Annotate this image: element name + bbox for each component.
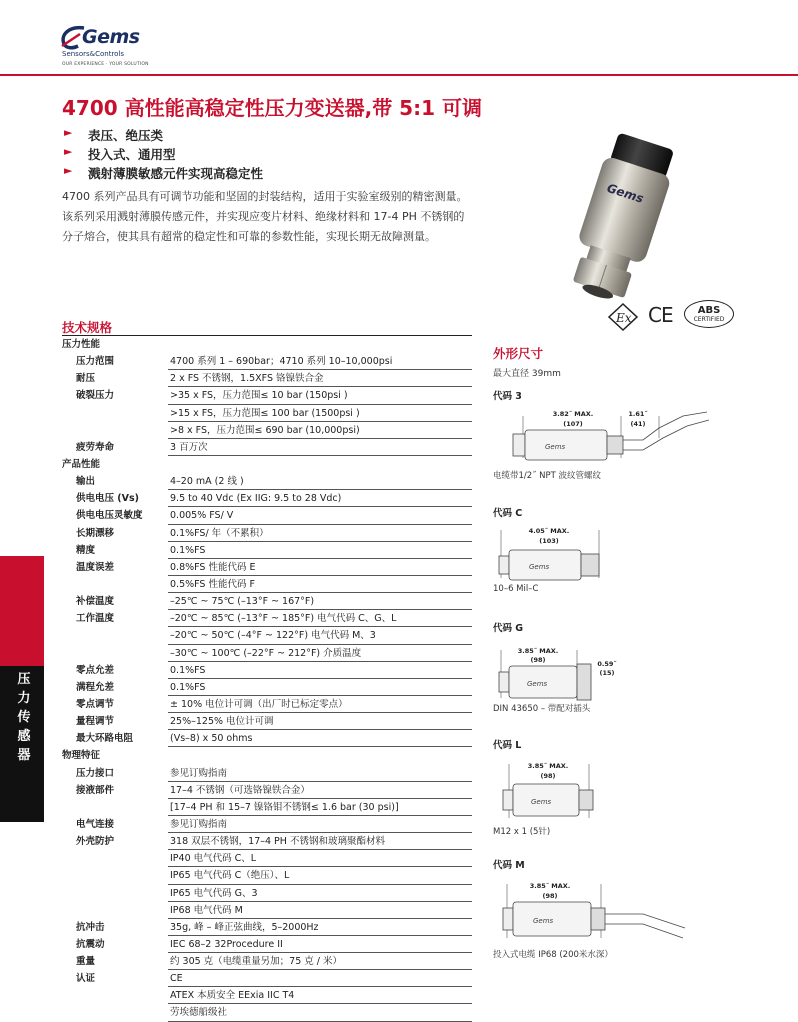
ce-mark: CE (648, 303, 673, 327)
spec-value: 0.5%FS 性能代码 F (168, 576, 472, 593)
spec-row (62, 645, 472, 662)
code-m-drawing (493, 878, 693, 944)
feature-item (62, 145, 263, 164)
code-m-caption: 投入式电缆 IP68 (200米水深） (493, 950, 613, 960)
intro-paragraph: 4700 系列产品具有可调节功能和坚固的封装结构，适用于实验室级别的精密测量。该系列采用溅射薄膜传感元件，并实现应变片材料、绝缘材料和 17-4 PH 不锈钢的分子熔合，使其具有超常的稳定性和可靠的参数性能，实现长期无故障测量。 (62, 190, 468, 243)
arrow-right-icon: ► (64, 164, 73, 177)
spec-row (62, 542, 472, 559)
dimensions-title: 外形尺寸 (493, 346, 544, 361)
spec-value: >15 x FS，压力范围≤ 100 bar (1500psi ) (168, 405, 472, 422)
spec-label: 工作温度 (76, 613, 115, 625)
spec-row (62, 1004, 472, 1021)
spec-row (62, 850, 472, 867)
spec-label: 重量 (76, 956, 96, 968)
dim-length: 4.05˝ MAX. (528, 527, 570, 535)
code-c-drawing (493, 526, 613, 582)
spec-row (62, 559, 472, 576)
spec-title: 技术规格 (62, 320, 113, 335)
spec-label: 最大环路电阻 (76, 733, 134, 745)
spec-label: 认证 (76, 973, 96, 985)
spec-row (62, 936, 472, 953)
feature-text: 投入式、通用型 (88, 147, 176, 162)
spec-label: 供电电压灵敏度 (76, 510, 143, 522)
logo-tagline: OUR EXPERIENCE · YOUR SOLUTION (62, 62, 149, 67)
spec-value: –20℃ ~ 85℃ (–13°F ~ 185°F) 电气代码 C、G、L (168, 610, 472, 627)
spec-value: IP65 电气代码 C（绝压）、L (168, 867, 472, 884)
spec-label: 压力接口 (76, 767, 115, 779)
dim-length: 3.85˝ MAX. (527, 762, 569, 770)
spec-value: 参见订购指南 (168, 816, 472, 833)
code-g-label: 代码 G (493, 623, 524, 634)
spec-label: 精度 (76, 544, 96, 556)
feature-text: 溅射薄膜敏感元件实现高稳定性 (88, 166, 264, 181)
spec-label: 压力范围 (76, 356, 115, 368)
dim-fitting: 1.61˝ (628, 410, 648, 418)
spec-value: 0.1%FS (168, 679, 472, 696)
spec-value: –20℃ ~ 50℃ (–4°F ~ 122°F) 电气代码 M、3 (168, 627, 472, 644)
spec-label: 零点调节 (76, 698, 115, 710)
spec-row (62, 405, 472, 422)
spec-label: 抗冲击 (76, 921, 105, 933)
spec-row (62, 370, 472, 387)
spec-value: ATEX 本质安全 EExia IIC T4 (168, 987, 472, 1004)
spec-row (62, 679, 472, 696)
code-g-caption: DIN 43650 – 带配对插头 (493, 704, 591, 714)
spec-row (62, 353, 472, 370)
spec-value: –30℃ ~ 100℃ (–22°F ~ 212°F) 介质温度 (168, 645, 472, 662)
spec-value: IP65 电气代码 G、3 (168, 885, 472, 902)
spec-row (62, 662, 472, 679)
code-c-caption: 10–6 Mil–C (493, 584, 539, 594)
code-3-label: 代码 3 (493, 391, 522, 402)
feature-text: 表压、绝压类 (88, 128, 164, 143)
spec-row (62, 816, 472, 833)
spec-row (62, 782, 472, 799)
arrow-right-icon: ► (64, 145, 73, 158)
dim-length-mm: (98) (530, 656, 546, 664)
feature-item (62, 164, 263, 183)
abs-certified-mark: ABS CERTIFIED (684, 300, 734, 328)
spec-row (62, 713, 472, 730)
spec-value: ± 10% 电位计可调（出厂时已标定零点） (168, 696, 472, 713)
dim-length: 3.85˝ MAX. (529, 882, 571, 890)
spec-value: 17–4 不锈钢（可选铬镍铁合金） (168, 782, 472, 799)
code-c-label: 代码 C (493, 508, 523, 519)
svg-text:Gems: Gems (529, 563, 550, 571)
spec-value: IEC 68–2 32Procedure II (168, 936, 472, 953)
spec-row (62, 387, 472, 404)
spec-row (62, 867, 472, 884)
spec-row (62, 696, 472, 713)
spec-value: 4700 系列 1 – 690bar；4710 系列 10–10,000psi (168, 353, 472, 370)
spec-value: 3 百万次 (168, 439, 472, 456)
spec-label: 耐压 (76, 373, 96, 385)
spec-value: 0.005% FS/ V (168, 507, 472, 524)
dim-fitting-mm: (41) (630, 420, 646, 428)
spec-value: [17–4 PH 和 15–7 镍铬钼不锈钢≤ 1.6 bar (30 psi)] (168, 799, 472, 816)
spec-value: 约 305 克（电缆重量另加；75 克 / 米） (168, 953, 472, 970)
spec-value: IP68 电气代码 M (168, 902, 472, 919)
spec-value: 2 x FS 不锈钢，1.5XFS 铬镍铁合金 (168, 370, 472, 387)
spec-label: 温度误差 (76, 561, 115, 573)
dim-length: 3.85˝ MAX. (517, 647, 559, 655)
code-l-label: 代码 L (493, 740, 522, 751)
spec-label: 长期漂移 (76, 527, 115, 539)
spec-value: CE (168, 970, 472, 987)
spec-value: >35 x FS，压力范围≤ 10 bar (150psi ) (168, 387, 472, 404)
spec-label: 补偿温度 (76, 596, 115, 608)
spec-section-header (62, 747, 472, 764)
spec-value: 参见订购指南 (168, 765, 472, 782)
spec-row (62, 593, 472, 610)
spec-row (62, 490, 472, 507)
spec-label: 零点允差 (76, 664, 115, 676)
spec-label: 量程调节 (76, 716, 115, 728)
code-g-drawing (493, 646, 613, 702)
spec-section-header (62, 456, 472, 473)
spec-value: 0.1%FS (168, 542, 472, 559)
gems-logo (62, 22, 182, 74)
spec-row (62, 610, 472, 627)
spec-row (62, 902, 472, 919)
dim-connector: 0.59˝ (597, 660, 617, 668)
spec-value: IP40 电气代码 C、L (168, 850, 472, 867)
spec-row (62, 885, 472, 902)
spec-value: 25%–125% 电位计可调 (168, 713, 472, 730)
dim-length-mm: (98) (542, 892, 558, 900)
spec-label: 输出 (76, 476, 96, 488)
spec-label: 疲劳寿命 (76, 441, 115, 453)
arrow-right-icon: ► (64, 126, 73, 139)
dimensions-subtitle: 最大直径 39mm (493, 369, 561, 379)
code-m-label: 代码 M (493, 860, 525, 871)
svg-text:Gems: Gems (545, 443, 566, 451)
spec-value: (Vs–8) x 50 ohms (168, 730, 472, 747)
dim-length-mm: (98) (540, 772, 556, 780)
certifications (608, 300, 728, 330)
svg-text:Gems: Gems (531, 798, 552, 806)
spec-label: 破裂压力 (76, 390, 115, 402)
spec-row (62, 765, 472, 782)
spec-row (62, 919, 472, 936)
spec-row (62, 473, 472, 490)
spec-section-label: 压力性能 (62, 339, 101, 350)
spec-label: 抗震动 (76, 938, 105, 950)
code-3-caption: 电缆带1/2˝ NPT 波纹管螺纹 (493, 471, 602, 481)
dim-length-mm: (107) (563, 420, 583, 428)
dim-length: 3.82˝ MAX. (552, 410, 594, 418)
spec-value: 0.1%FS (168, 662, 472, 679)
dim-length-mm: (103) (539, 537, 559, 545)
spec-row (62, 422, 472, 439)
spec-value: 劳埃德船级社 (168, 1004, 472, 1021)
code-3-drawing (493, 408, 718, 468)
spec-row (62, 507, 472, 524)
svg-text:Ex: Ex (616, 311, 632, 325)
spec-value: –25℃ ~ 75℃ (–13°F ~ 167°F) (168, 593, 472, 610)
logo-subtitle: Sensors&Controls (62, 50, 125, 58)
product-logo: Gems (605, 180, 646, 206)
spec-row (62, 833, 472, 850)
code-l-drawing (493, 760, 613, 822)
spec-row (62, 987, 472, 1004)
page-title: 4700 高性能高稳定性压力变送器,带 5:1 可调 (62, 96, 482, 120)
spec-value: 35g, 峰 – 峰正弦曲线，5–2000Hz (168, 919, 472, 936)
spec-value: 318 双层不锈钢，17–4 PH 不锈钢和玻璃聚酯材料 (168, 833, 472, 850)
header-rule (0, 74, 798, 76)
spec-section-label: 产品性能 (62, 458, 101, 470)
logo-brand: Gems (82, 26, 140, 48)
atex-ex-icon (608, 303, 638, 331)
svg-text:Gems: Gems (527, 680, 548, 688)
svg-text:Gems: Gems (533, 917, 554, 925)
spec-label: 电气连接 (76, 818, 115, 830)
spec-table (62, 336, 472, 1022)
spec-label: 外壳防护 (76, 836, 115, 848)
feature-item (62, 126, 263, 145)
code-l-caption: M12 x 1 (5针) (493, 827, 551, 837)
spec-row (62, 525, 472, 542)
side-section-label: 压力传感器 (17, 672, 31, 763)
feature-list (62, 126, 263, 183)
spec-row (62, 970, 472, 987)
dim-connector-mm: (15) (599, 669, 615, 677)
spec-value: >8 x FS，压力范围≤ 690 bar (10,000psi) (168, 422, 472, 439)
spec-label: 接液部件 (76, 784, 115, 796)
side-tab-accent (0, 556, 44, 666)
spec-value: 0.8%FS 性能代码 E (168, 559, 472, 576)
spec-value: 4–20 mA (2 线 ) (168, 473, 472, 490)
spec-row (62, 730, 472, 747)
spec-row (62, 953, 472, 970)
spec-section-header (62, 336, 472, 353)
spec-label: 满程允差 (76, 681, 115, 693)
spec-row (62, 576, 472, 593)
spec-row (62, 799, 472, 816)
product-photo (530, 135, 710, 305)
spec-label: 供电电压 (Vs) (76, 493, 139, 505)
spec-row (62, 627, 472, 644)
spec-value: 9.5 to 40 Vdc (Ex IIG: 9.5 to 28 Vdc) (168, 490, 472, 507)
spec-section-label: 物理特征 (62, 750, 101, 762)
spec-row (62, 439, 472, 456)
spec-value: 0.1%FS/ 年（不累积） (168, 525, 472, 542)
